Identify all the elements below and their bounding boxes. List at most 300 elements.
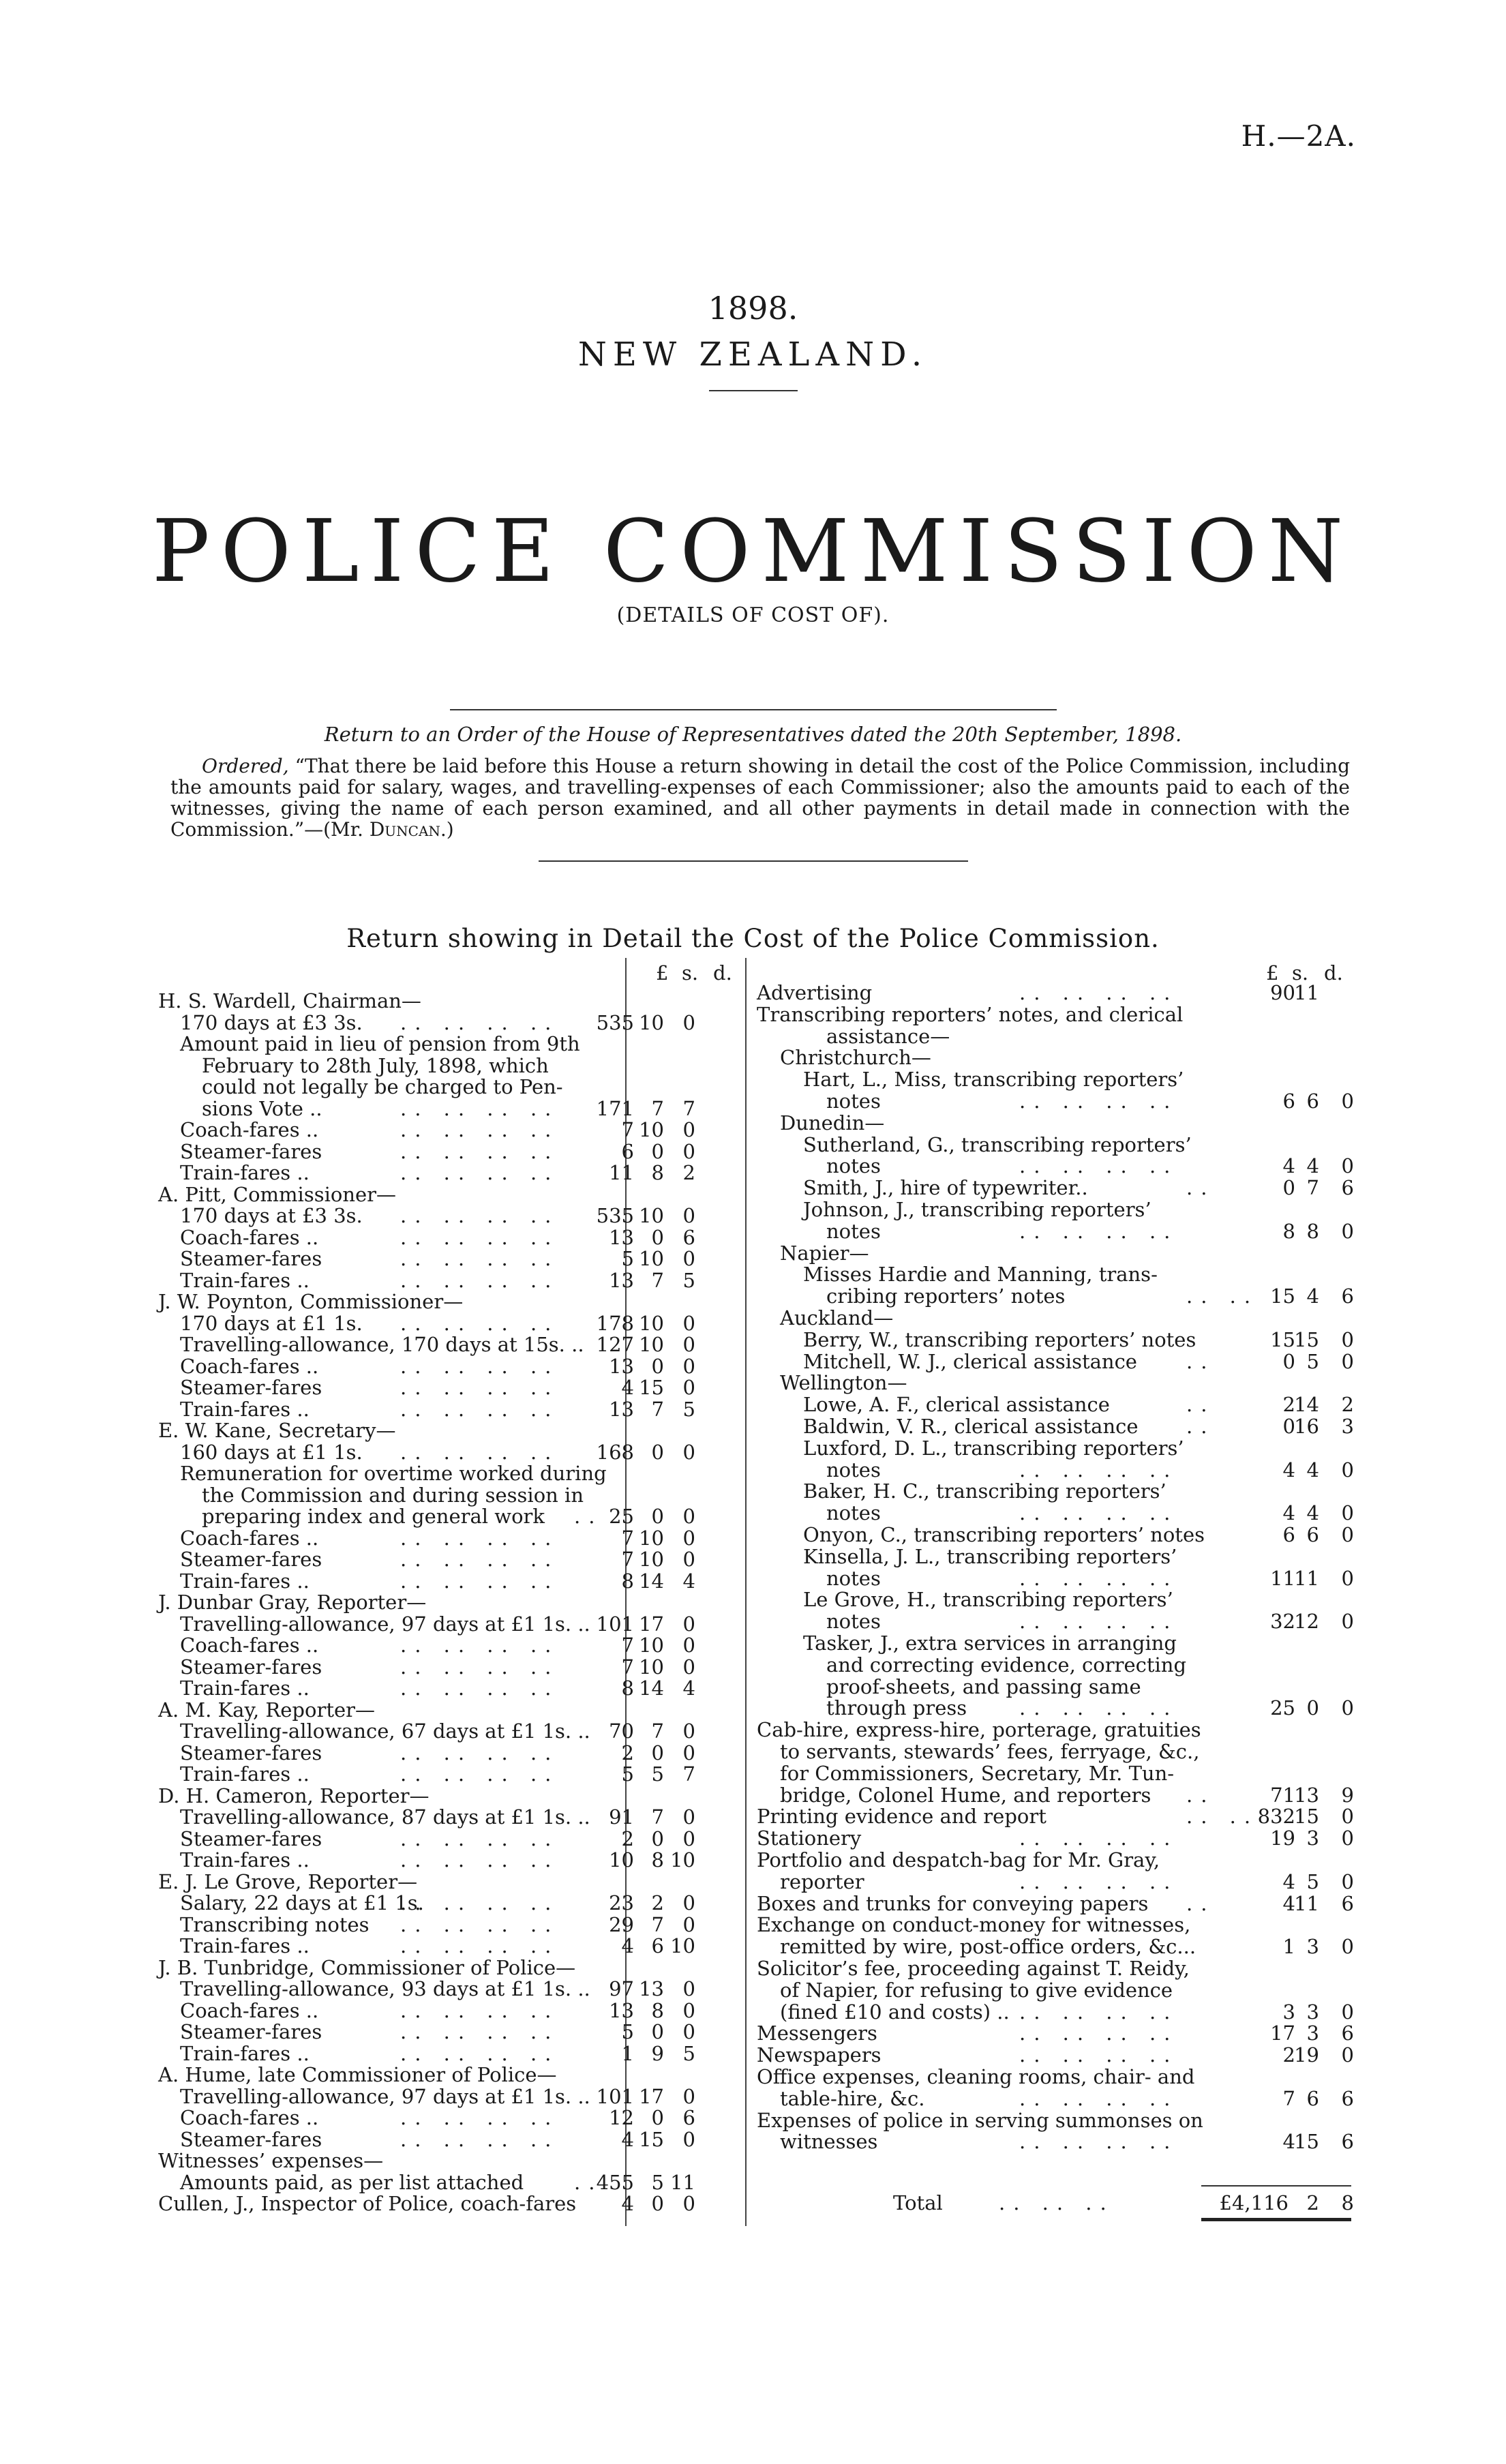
row-label: Coach-fares .. <box>180 1354 319 1378</box>
row-pounds: 0 <box>1282 1176 1295 1200</box>
row-pounds: 4 <box>1282 1891 1295 1915</box>
right-table-row <box>757 1112 1357 1134</box>
row-pounds: 8 <box>1282 1219 1295 1243</box>
left-table-row <box>158 1935 744 1957</box>
row-shillings: 11 <box>1294 1891 1319 1915</box>
row-leader-dots: .. .. .. .. <box>400 1912 560 1936</box>
row-label: Steamer-fares <box>180 1548 322 1571</box>
row-pounds: 7 <box>621 1118 634 1141</box>
row-leader-dots: .. .. .. .. <box>400 1934 560 1957</box>
row-label: 170 days at £3 3s. <box>180 1010 363 1034</box>
row-shillings: 0 <box>651 1225 664 1249</box>
row-pounds: 90 <box>1270 981 1295 1004</box>
right-table-row <box>757 1979 1357 2001</box>
left-table-row <box>158 1441 744 1463</box>
left-table-row <box>158 1957 744 1979</box>
row-pounds: 70 <box>609 1719 634 1743</box>
row-label: sions Vote .. <box>202 1096 322 1120</box>
row-label: A. Pitt, Commissioner— <box>158 1182 397 1206</box>
row-shillings: 4 <box>1306 1284 1319 1308</box>
row-shillings: 8 <box>651 1848 664 1872</box>
row-label: Coach-fares .. <box>180 1998 319 2022</box>
row-shillings: 10 <box>639 1548 664 1571</box>
row-label: Travelling-allowance, 97 days at £1 1s. .. <box>180 1612 590 1636</box>
left-table-row <box>158 1484 744 1506</box>
row-tail-dots: .. <box>574 1505 603 1528</box>
row-shillings: 6 <box>1306 1523 1319 1546</box>
left-table-row <box>158 1591 744 1613</box>
right-table-row <box>757 1827 1357 1849</box>
row-shillings: 0 <box>651 1354 664 1378</box>
row-pence: 0 <box>682 1998 695 2022</box>
right-table-row <box>757 1502 1357 1524</box>
row-pounds: 7 <box>621 1526 634 1550</box>
row-leader-dots: .. .. .. .. <box>1019 2043 1179 2067</box>
row-pounds: 0 <box>1282 1349 1295 1373</box>
row-leader-dots: .. .. .. .. <box>400 1762 560 1786</box>
row-pence: 4 <box>682 1677 695 1700</box>
row-label: J. W. Poynton, Commissioner— <box>158 1290 464 1313</box>
row-pounds: 25 <box>609 1505 634 1528</box>
row-tail-dots: .. <box>1186 1415 1216 1438</box>
row-label: and correcting evidence, correcting <box>826 1653 1187 1677</box>
right-table-row <box>757 1263 1357 1285</box>
row-leader-dots: .. .. .. .. <box>400 1998 560 2022</box>
row-pounds: 2 <box>1282 2043 1295 2067</box>
row-pence: 0 <box>682 1204 695 1227</box>
row-shillings: 0 <box>651 1139 664 1163</box>
row-leader-dots: .. .. .. .. <box>1019 2130 1179 2154</box>
left-table-row <box>158 2000 744 2022</box>
row-shillings: 17 <box>639 1612 664 1636</box>
row-shillings: 15 <box>1294 1327 1319 1351</box>
row-label: notes <box>826 1610 881 1634</box>
row-pounds: 97 <box>609 1977 634 2000</box>
row-label: H. S. Wardell, Chairman— <box>158 989 421 1012</box>
page-title: POLICE COMMISSION <box>151 501 1355 601</box>
row-label: A. M. Kay, Reporter— <box>158 1698 375 1722</box>
row-pence: 0 <box>682 1333 695 1356</box>
row-label: Kinsella, J. L., transcribing reporters’ <box>803 1544 1177 1568</box>
row-label: remitted by wire, post-office orders, &c... <box>780 1935 1196 1959</box>
row-leader-dots: .. .. .. .. <box>1019 1869 1179 1893</box>
row-pounds: 5 <box>621 1247 634 1270</box>
row-pounds: 10 <box>609 1848 634 1872</box>
right-table-row <box>757 1220 1357 1242</box>
row-label: Steamer-fares <box>180 1247 322 1270</box>
row-pence: 0 <box>1341 1219 1354 1243</box>
left-table-row <box>158 2193 744 2214</box>
right-table-row <box>757 2109 1357 2131</box>
row-shillings: 12 <box>1294 1610 1319 1634</box>
right-table-row <box>757 1437 1357 1459</box>
row-pounds: 178 <box>596 1311 634 1335</box>
left-table-row <box>158 2086 744 2107</box>
row-leader-dots: .. .. .. .. <box>400 1096 560 1120</box>
row-pounds: 12 <box>609 2106 634 2129</box>
row-label: Train-fares .. <box>180 1677 310 1700</box>
right-table-row <box>757 1654 1357 1676</box>
row-leader-dots: .. .. .. .. <box>400 1311 560 1335</box>
order-label: Ordered, <box>202 755 289 777</box>
left-table-row <box>158 1548 744 1570</box>
total-double-rule <box>1201 2218 1351 2221</box>
row-pounds: 2 <box>1282 1393 1295 1417</box>
left-table-row <box>158 1742 744 1764</box>
row-label: Steamer-fares <box>180 1741 322 1764</box>
row-pence: 0 <box>682 1912 695 1936</box>
row-leader-dots: .. .. .. .. <box>1019 1610 1179 1634</box>
divider-after-order <box>539 860 968 862</box>
right-table-row <box>757 1914 1357 1936</box>
row-label: Travelling-allowance, 97 days at £1 1s. .. <box>180 2084 590 2108</box>
left-table-row <box>158 1656 744 1678</box>
row-pence: 6 <box>1341 1176 1354 1200</box>
row-label: Stationery <box>757 1827 862 1850</box>
table-title: Return showing in Detail the Cost of the Police Commission. <box>346 924 1160 953</box>
row-tail-dots: .. <box>1186 1393 1216 1417</box>
row-pence: 6 <box>1341 2086 1354 2110</box>
left-table-row <box>158 1419 744 1441</box>
row-pence: 2 <box>1341 1393 1354 1417</box>
row-label: Train-fares .. <box>180 1569 310 1593</box>
row-pounds: 1 <box>1282 1935 1295 1959</box>
row-label: cribing reporters’ notes <box>826 1284 1066 1308</box>
row-tail-dots: .. <box>574 2170 603 2194</box>
row-pence: 0 <box>682 1741 695 1764</box>
row-pounds: 2 <box>621 1741 634 1764</box>
row-shillings: 0 <box>651 1827 664 1850</box>
right-table-row <box>757 2088 1357 2109</box>
row-leader-dots: .. .. .. .. <box>1019 1090 1179 1113</box>
row-shillings: 11 <box>1294 1566 1319 1590</box>
row-pounds: 29 <box>609 1912 634 1936</box>
row-leader-dots: .. .. .. .. <box>400 1548 560 1571</box>
row-pence: 0 <box>1341 2043 1354 2067</box>
row-pounds: 19 <box>1270 1827 1295 1850</box>
left-shillings-header: s. <box>682 961 699 985</box>
row-label: Le Grove, H., transcribing reporters’ <box>803 1588 1173 1612</box>
row-shillings: 14 <box>1294 1393 1319 1417</box>
row-pounds: 101 <box>596 2084 634 2108</box>
row-shillings: 4 <box>1306 1458 1319 1482</box>
left-table-row <box>158 1720 744 1742</box>
left-table-row <box>158 1570 744 1592</box>
row-shillings: 8 <box>651 1998 664 2022</box>
row-pence: 5 <box>682 1268 695 1292</box>
row-pence: 0 <box>1341 1327 1354 1351</box>
left-table-row <box>158 2043 744 2064</box>
total-row <box>757 2192 1357 2214</box>
row-shillings: 10 <box>639 1634 664 1657</box>
row-pounds: 4 <box>1282 1501 1295 1525</box>
row-label: Luxford, D. L., transcribing reporters’ <box>803 1436 1184 1460</box>
row-pence: 6 <box>1341 2130 1354 2154</box>
row-leader-dots: .. .. .. .. <box>400 1139 560 1163</box>
row-pounds: 101 <box>596 1612 634 1636</box>
left-table-row <box>158 1634 744 1656</box>
row-pounds: 4 <box>621 1376 634 1399</box>
row-shillings: 8 <box>1306 1219 1319 1243</box>
row-label: Steamer-fares <box>180 1376 322 1399</box>
right-table-row <box>757 1719 1357 1741</box>
row-pounds: 171 <box>596 1096 634 1120</box>
row-pounds: 23 <box>609 1891 634 1914</box>
row-pence: 0 <box>682 1891 695 1914</box>
row-pounds: 7 <box>621 1655 634 1679</box>
row-pence: 0 <box>1341 1458 1354 1482</box>
row-label: notes <box>826 1090 881 1113</box>
row-label: February to 28th July, 1898, which <box>202 1053 549 1077</box>
row-shillings: 4 <box>1306 1501 1319 1525</box>
right-table-row <box>757 1849 1357 1871</box>
right-table-row <box>757 1871 1357 1893</box>
left-table-row <box>158 990 744 1012</box>
right-table-row <box>757 1589 1357 1610</box>
row-label: Transcribing notes <box>180 1912 370 1936</box>
left-table-row <box>158 1141 744 1162</box>
row-pence: 0 <box>1341 1610 1354 1634</box>
row-leader-dots: .. .. .. .. <box>400 1225 560 1249</box>
row-leader-dots: .. .. .. .. <box>400 2041 560 2065</box>
row-shillings: 10 <box>639 1526 664 1550</box>
left-pounds-header: £ <box>656 961 669 985</box>
row-label: Newspapers <box>757 2043 882 2067</box>
row-pence: 0 <box>682 1719 695 1743</box>
left-table-row <box>158 1055 744 1077</box>
left-table-row <box>158 1914 744 1936</box>
row-shillings: 10 <box>639 1333 664 1356</box>
row-leader-dots: .. .. .. .. <box>400 1268 560 1292</box>
right-table-row <box>757 2001 1357 2023</box>
left-table-row <box>158 1248 744 1269</box>
row-pence: 0 <box>1341 1154 1354 1178</box>
row-pence: 0 <box>682 1354 695 1378</box>
right-table-row <box>757 1329 1357 1351</box>
row-label: Expenses of police in serving summonses on <box>757 2108 1203 2132</box>
row-pence: 9 <box>1341 1783 1354 1807</box>
right-table-row <box>757 982 1357 1004</box>
row-pence: 0 <box>682 2192 695 2215</box>
row-shillings: 0 <box>651 1505 664 1528</box>
row-pence: 0 <box>682 1118 695 1141</box>
left-table-row <box>158 1312 744 1334</box>
row-label: reporter <box>780 1869 864 1893</box>
row-label: Christchurch— <box>780 1046 931 1070</box>
left-pence-header: d. <box>713 961 732 985</box>
row-pounds: 832 <box>1257 1805 1295 1829</box>
row-label: Smith, J., hire of typewriter.. <box>803 1176 1088 1200</box>
row-pounds: 2 <box>621 1827 634 1850</box>
left-table-row <box>158 1162 744 1184</box>
right-table-row <box>757 1567 1357 1589</box>
row-label: Berry, W., transcribing reporters’ notes <box>803 1327 1196 1351</box>
right-table-row <box>757 1762 1357 1784</box>
right-pounds-header: £ <box>1266 961 1279 985</box>
row-pence: 0 <box>682 1505 695 1528</box>
row-pence: 0 <box>1341 1349 1354 1373</box>
left-table-row <box>158 2129 744 2150</box>
row-pounds: 455 <box>596 2170 634 2194</box>
row-shillings: 11 <box>1294 981 1319 1004</box>
row-label: E. J. Le Grove, Reporter— <box>158 1869 418 1893</box>
right-table-row <box>757 1372 1357 1394</box>
left-table-row <box>158 1076 744 1098</box>
row-pence: 5 <box>682 1397 695 1421</box>
row-shillings: 19 <box>1294 2043 1319 2067</box>
row-pounds: 7 <box>621 1634 634 1657</box>
row-leader-dots: .. .. .. .. <box>400 1569 560 1593</box>
row-leader-dots: .. .. .. .. <box>400 2020 560 2043</box>
row-pence: 0 <box>1341 1090 1354 1113</box>
row-label: Travelling-allowance, 67 days at £1 1s. .. <box>180 1719 590 1743</box>
row-pence: 6 <box>1341 2022 1354 2045</box>
row-shillings: 17 <box>639 2084 664 2108</box>
right-table-row <box>757 1805 1357 1827</box>
right-table-row <box>757 1134 1357 1156</box>
left-table-row <box>158 1205 744 1227</box>
row-leader-dots: .. .. .. .. <box>400 1204 560 1227</box>
row-leader-dots: .. .. .. .. <box>1019 1696 1179 1720</box>
row-label: Travelling-allowance, 170 days at 15s. .. <box>180 1333 584 1356</box>
row-leader-dots: .. .. .. .. <box>1019 2022 1179 2045</box>
left-table-row <box>158 1334 744 1355</box>
row-label: Coach-fares .. <box>180 2106 319 2129</box>
row-shillings: 15 <box>1294 2130 1319 2154</box>
left-table-row <box>158 2150 744 2172</box>
row-shillings: 15 <box>1294 1805 1319 1829</box>
left-table-row <box>158 1269 744 1291</box>
row-pence: 0 <box>682 1440 695 1464</box>
left-table-row <box>158 1098 744 1120</box>
left-table-row <box>158 1227 744 1248</box>
row-label: notes <box>826 1219 881 1243</box>
row-pounds: 7 <box>1282 2086 1295 2110</box>
row-pence: 0 <box>682 2127 695 2151</box>
right-shillings-header: s. <box>1292 961 1309 985</box>
row-pence: 5 <box>682 2041 695 2065</box>
row-label: Sutherland, G., transcribing reporters’ <box>803 1132 1192 1156</box>
left-column <box>158 990 744 2231</box>
row-pence: 0 <box>682 1655 695 1679</box>
right-table-row <box>757 1068 1357 1090</box>
left-table-row <box>158 1527 744 1549</box>
row-pence: 0 <box>682 1376 695 1399</box>
row-tail-dots: .. <box>1186 1891 1216 1915</box>
row-pence: 2 <box>682 1161 695 1184</box>
row-shillings: 10 <box>639 1311 664 1335</box>
row-shillings: 7 <box>651 1397 664 1421</box>
left-table-row <box>158 1119 744 1141</box>
row-pounds: 11 <box>609 1161 634 1184</box>
right-table-row <box>757 1307 1357 1329</box>
right-table-row <box>757 1632 1357 1654</box>
row-label: 170 days at £3 3s. <box>180 1204 363 1227</box>
row-shillings: 7 <box>651 1268 664 1292</box>
right-table-row <box>757 1741 1357 1762</box>
row-label: table-hire, &c. <box>780 2086 925 2110</box>
total-pounds: £4,116 <box>1219 2191 1289 2214</box>
row-pence: 0 <box>682 1311 695 1335</box>
row-label: Steamer-fares <box>180 2020 322 2043</box>
row-leader-dots: .. .. .. .. <box>400 1655 560 1679</box>
row-leader-dots: .. .. .. .. <box>400 1848 560 1872</box>
left-table-row <box>158 1785 744 1807</box>
right-table-row <box>757 1199 1357 1220</box>
row-label: Office expenses, cleaning rooms, chair- and <box>757 2065 1195 2088</box>
row-label: Steamer-fares <box>180 2127 322 2151</box>
row-label: Portfolio and despatch-bag for Mr. Gray, <box>757 1848 1160 1872</box>
right-table-row <box>757 1697 1357 1719</box>
row-leader-dots: .. .. .. .. <box>400 1161 560 1184</box>
row-label: Hart, L., Miss, transcribing reporters’ <box>803 1068 1184 1092</box>
row-label: Misses Hardie and Manning, trans- <box>803 1263 1158 1287</box>
right-table-row <box>757 1936 1357 1957</box>
row-leader-dots: .. .. .. .. <box>1019 1219 1179 1243</box>
row-shillings: 0 <box>651 2192 664 2215</box>
row-shillings: 0 <box>651 1440 664 1464</box>
total-rule <box>1201 2185 1351 2187</box>
row-label: Lowe, A. F., clerical assistance <box>803 1393 1110 1417</box>
row-pounds: 91 <box>609 1805 634 1829</box>
page-subtitle: (DETAILS OF COST OF). <box>616 603 890 627</box>
row-leader-dots: .. .. .. .. <box>400 1634 560 1657</box>
right-table-row <box>757 1676 1357 1698</box>
right-table-row <box>757 1177 1357 1199</box>
row-leader-dots: .. .. .. .. <box>1019 1566 1179 1590</box>
row-tail-dots: .. <box>1186 1783 1216 1807</box>
row-shillings: 7 <box>651 1912 664 1936</box>
row-label: Transcribing reporters’ notes, and clerical <box>757 1002 1184 1026</box>
left-table-row <box>158 1849 744 1871</box>
row-shillings: 9 <box>651 2041 664 2065</box>
row-leader-dots: .. .. .. .. <box>1019 2000 1179 2024</box>
row-label: of Napier, for refusing to give evidence <box>780 1978 1173 2002</box>
left-table-row <box>158 1033 744 1055</box>
row-pounds: 13 <box>609 1225 634 1249</box>
row-leader-dots: .. .. .. .. <box>1019 1458 1179 1482</box>
right-table-row <box>757 1242 1357 1264</box>
row-leader-dots: .. .. .. .. <box>1019 1827 1179 1850</box>
row-label: Train-fares .. <box>180 1161 310 1184</box>
row-label: assistance— <box>826 1024 950 1048</box>
right-table-row <box>757 1285 1357 1307</box>
row-pence: 0 <box>1341 1696 1354 1720</box>
row-pence: 0 <box>682 1010 695 1034</box>
row-pence: 0 <box>682 1977 695 2000</box>
row-pence: 0 <box>682 2020 695 2043</box>
row-pounds: 535 <box>596 1204 634 1227</box>
row-label: Printing evidence and report <box>757 1805 1046 1829</box>
row-pence: 0 <box>682 1139 695 1163</box>
right-table-row <box>757 1155 1357 1177</box>
row-pounds: 4 <box>1282 1154 1295 1178</box>
row-pence: 7 <box>682 1762 695 1786</box>
row-shillings: 0 <box>651 2106 664 2129</box>
row-leader-dots: .. .. .. .. <box>400 1247 560 1270</box>
row-pence: 7 <box>682 1096 695 1120</box>
right-table-row <box>757 1394 1357 1415</box>
left-table-row <box>158 1613 744 1635</box>
order-end: .) <box>440 818 454 841</box>
left-table-row <box>158 1677 744 1699</box>
row-label: Baldwin, V. R., clerical assistance <box>803 1415 1139 1438</box>
row-pence: 6 <box>1341 1891 1354 1915</box>
row-pounds: 5 <box>621 2020 634 2043</box>
row-pence: 0 <box>682 1634 695 1657</box>
row-label: Napier— <box>780 1241 869 1265</box>
row-pounds: 8 <box>621 1569 634 1593</box>
